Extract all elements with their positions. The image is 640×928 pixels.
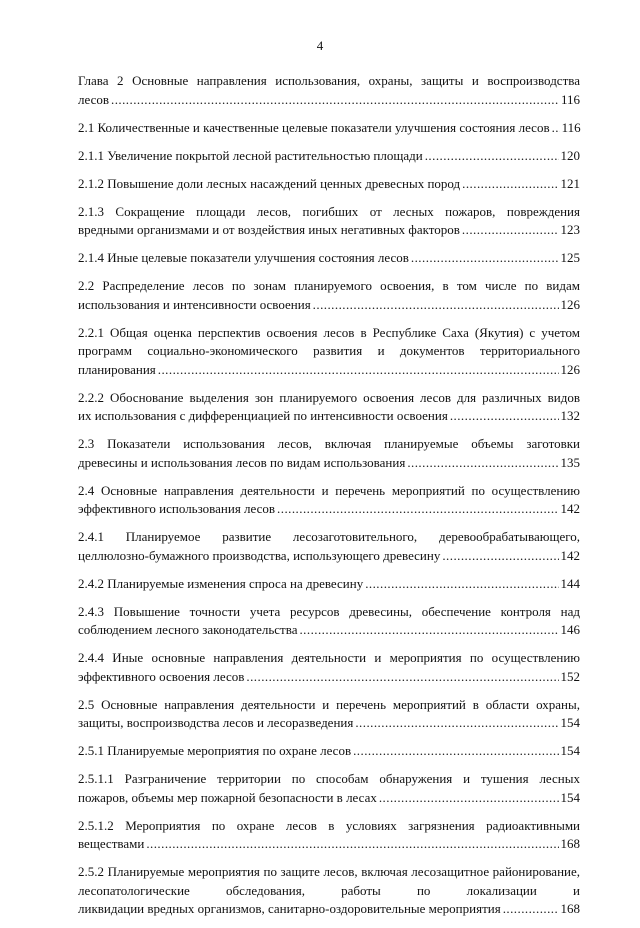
toc-entry[interactable] xyxy=(78,528,580,565)
toc-entry-line xyxy=(78,361,580,380)
toc-page-number: 123 xyxy=(560,222,580,237)
toc-entry[interactable] xyxy=(78,119,580,138)
toc-entry-text: 2.5 Основные направления деятельности и перечень мероприятий в области охраны, xyxy=(78,696,580,712)
dot-leader xyxy=(246,668,558,687)
toc-entry-title: 2.1 Количественные и качественные целевые показатели улучшения состояния лесов xyxy=(78,119,550,135)
toc-entry-title: защиты, воспроизводства лесов и лесоразведения xyxy=(78,715,354,730)
toc-page-number: 152 xyxy=(560,668,580,684)
toc-entry-title: 2.1.4 Иные целевые показатели улучшения состояния лесов xyxy=(78,250,409,265)
toc-page-number: 142 xyxy=(560,547,580,563)
toc-entry-line xyxy=(78,91,580,110)
toc-entry[interactable] xyxy=(78,175,580,194)
dot-leader xyxy=(146,835,558,854)
toc-entry-line xyxy=(78,742,580,761)
toc-page-number: 146 xyxy=(560,622,580,637)
toc-entry-line xyxy=(78,296,580,315)
toc-entry-title: эффективного освоения лесов xyxy=(78,668,245,684)
toc-entry[interactable] xyxy=(78,203,580,240)
toc-entry-title: вредными организмами и от воздействия иных негативных факторов xyxy=(78,222,460,237)
page-number: 4 xyxy=(316,38,324,53)
toc-entry[interactable] xyxy=(78,817,580,854)
toc-entry-title: веществами xyxy=(78,836,145,851)
toc-page-number: 144 xyxy=(560,575,580,591)
toc-entry-title: древесины и использования лесов по видам использования xyxy=(78,454,406,470)
toc-entry-text: 2.5.1.1 Разграничение территории по способам обнаружения и тушения лесных xyxy=(78,771,580,786)
toc-entry-line xyxy=(78,547,580,566)
toc-entry[interactable] xyxy=(78,249,580,268)
dot-leader xyxy=(442,547,558,566)
dot-leader xyxy=(353,742,558,761)
toc-page-number: 154 xyxy=(560,743,580,758)
toc-entry-line xyxy=(78,714,580,733)
toc-entry-text: 2.4.1 Планируемое развитие лесозаготовительного, деревообрабатывающего, xyxy=(78,529,580,544)
toc-entry-line xyxy=(78,835,580,854)
toc-page-number: 126 xyxy=(560,296,580,312)
toc-entry-line xyxy=(78,147,580,166)
toc-entry[interactable] xyxy=(78,277,580,314)
toc-entry-line xyxy=(78,668,580,687)
toc-entry-text: 2.1.3 Сокращение площади лесов, погибших от лесных пожаров, повреждения xyxy=(78,203,580,219)
toc-page-number: 116 xyxy=(560,91,580,107)
toc-entry-title: 2.1.2 Повышение доли лесных насаждений ценных древесных пород xyxy=(78,175,461,191)
toc-entry-title: 2.5.1 Планируемые мероприятия по охране лесов xyxy=(78,743,352,758)
toc-entry-title: использования и интенсивности освоения xyxy=(78,296,311,312)
toc-entry-text: 2.2.1 Общая оценка перспектив освоения лесов в Республике Саха (Якутия) с учетом программ социально-экономического развития и документов территориального xyxy=(78,324,580,358)
dot-leader xyxy=(299,621,558,640)
dot-leader xyxy=(111,91,559,110)
dot-leader xyxy=(462,175,558,194)
toc-entry[interactable] xyxy=(78,72,580,109)
toc-entry[interactable] xyxy=(78,575,580,594)
toc-page-number: 135 xyxy=(560,454,580,470)
toc-entry[interactable] xyxy=(78,147,580,166)
toc-page-number: 120 xyxy=(560,147,580,163)
toc-entry-title: пожаров, объемы мер пожарной безопасности в лесах xyxy=(78,789,377,805)
toc-entry-title: планирования xyxy=(78,361,156,377)
toc-entry-text: 2.2 Распределение лесов по зонам планируемого освоения, в том числе по видам xyxy=(78,278,580,293)
dot-leader xyxy=(313,296,559,315)
toc-entry-line xyxy=(78,500,580,519)
toc-entry-text: 2.5.1.2 Мероприятия по охране лесов в условиях загрязнения радиоактивными xyxy=(78,817,580,833)
toc-entry[interactable] xyxy=(78,324,580,380)
dot-leader xyxy=(411,249,559,268)
toc-entry-line xyxy=(78,249,580,268)
toc-entry-line xyxy=(78,575,580,594)
toc-entry[interactable] xyxy=(78,649,580,686)
toc-page-number: 132 xyxy=(560,408,580,423)
toc-page-number: 154 xyxy=(560,789,580,805)
dot-leader xyxy=(503,900,559,919)
toc-entry-text: 2.5.2 Планируемые мероприятия по защите лесов, включая лесозащитное районирование, лесопатологические обследования, работы по локализации и xyxy=(78,864,580,898)
dot-leader xyxy=(379,789,559,808)
toc-entry[interactable] xyxy=(78,742,580,761)
toc-page-number: 168 xyxy=(560,836,580,851)
toc-entry-text: 2.3 Показатели использования лесов, включая планируемые объемы заготовки xyxy=(78,436,580,451)
toc-entry[interactable] xyxy=(78,435,580,472)
toc-page-number: 121 xyxy=(560,175,580,191)
toc-entry-title: эффективного использования лесов xyxy=(78,501,276,516)
toc-entry-title: соблюдением лесного законодательства xyxy=(78,622,298,637)
toc-page-number: 168 xyxy=(560,901,580,916)
toc-entry-line xyxy=(78,407,580,426)
dot-leader xyxy=(450,407,559,426)
dot-leader xyxy=(462,221,559,240)
dot-leader xyxy=(365,575,558,594)
table-of-contents xyxy=(78,72,580,928)
toc-entry[interactable] xyxy=(78,603,580,640)
toc-entry-title: лесов xyxy=(78,91,109,107)
toc-entry-text: Глава 2 Основные направления использования, охраны, защиты и воспроизводства xyxy=(78,73,580,88)
toc-entry-line xyxy=(78,175,580,194)
toc-entry-text: 2.4 Основные направления деятельности и перечень мероприятий по осуществлению xyxy=(78,482,580,498)
toc-page-number: 142 xyxy=(560,501,580,516)
dot-leader xyxy=(277,500,558,519)
toc-entry[interactable] xyxy=(78,389,580,426)
dot-leader xyxy=(407,454,558,473)
toc-entry-title: 2.4.2 Планируемые изменения спроса на древесину xyxy=(78,575,364,591)
toc-page-number: 126 xyxy=(560,361,580,377)
toc-entry[interactable] xyxy=(78,863,580,919)
toc-entry-line xyxy=(78,119,580,138)
toc-page-number: 154 xyxy=(560,715,580,730)
toc-entry[interactable] xyxy=(78,482,580,519)
toc-entry-title: ликвидации вредных организмов, санитарно-оздоровительные мероприятия xyxy=(78,901,501,916)
toc-entry-line xyxy=(78,900,580,919)
toc-entry-title: их использования с дифференциацией по интенсивности освоения xyxy=(78,408,448,423)
toc-page-number: 125 xyxy=(560,250,580,265)
dot-leader xyxy=(552,119,560,138)
toc-entry-title: 2.1.1 Увеличение покрытой лесной растительностью площади xyxy=(78,147,423,163)
toc-entry-title: целлюлозно-бумажного производства, использующего древесину xyxy=(78,547,441,563)
toc-entry-line xyxy=(78,789,580,808)
toc-entry-text: 2.2.2 Обоснование выделения зон планируемого освоения лесов для различных видов xyxy=(78,389,580,405)
toc-entry[interactable] xyxy=(78,696,580,733)
toc-entry-line xyxy=(78,621,580,640)
toc-entry-text: 2.4.4 Иные основные направления деятельности и мероприятия по осуществлению xyxy=(78,650,580,665)
toc-entry-line xyxy=(78,221,580,240)
dot-leader xyxy=(425,147,559,166)
dot-leader xyxy=(158,361,559,380)
toc-entry[interactable] xyxy=(78,770,580,807)
toc-entry-line xyxy=(78,454,580,473)
toc-page-number: 116 xyxy=(561,119,581,135)
dot-leader xyxy=(355,714,558,733)
toc-entry-text: 2.4.3 Повышение точности учета ресурсов древесины, обеспечение контроля над xyxy=(78,603,580,619)
